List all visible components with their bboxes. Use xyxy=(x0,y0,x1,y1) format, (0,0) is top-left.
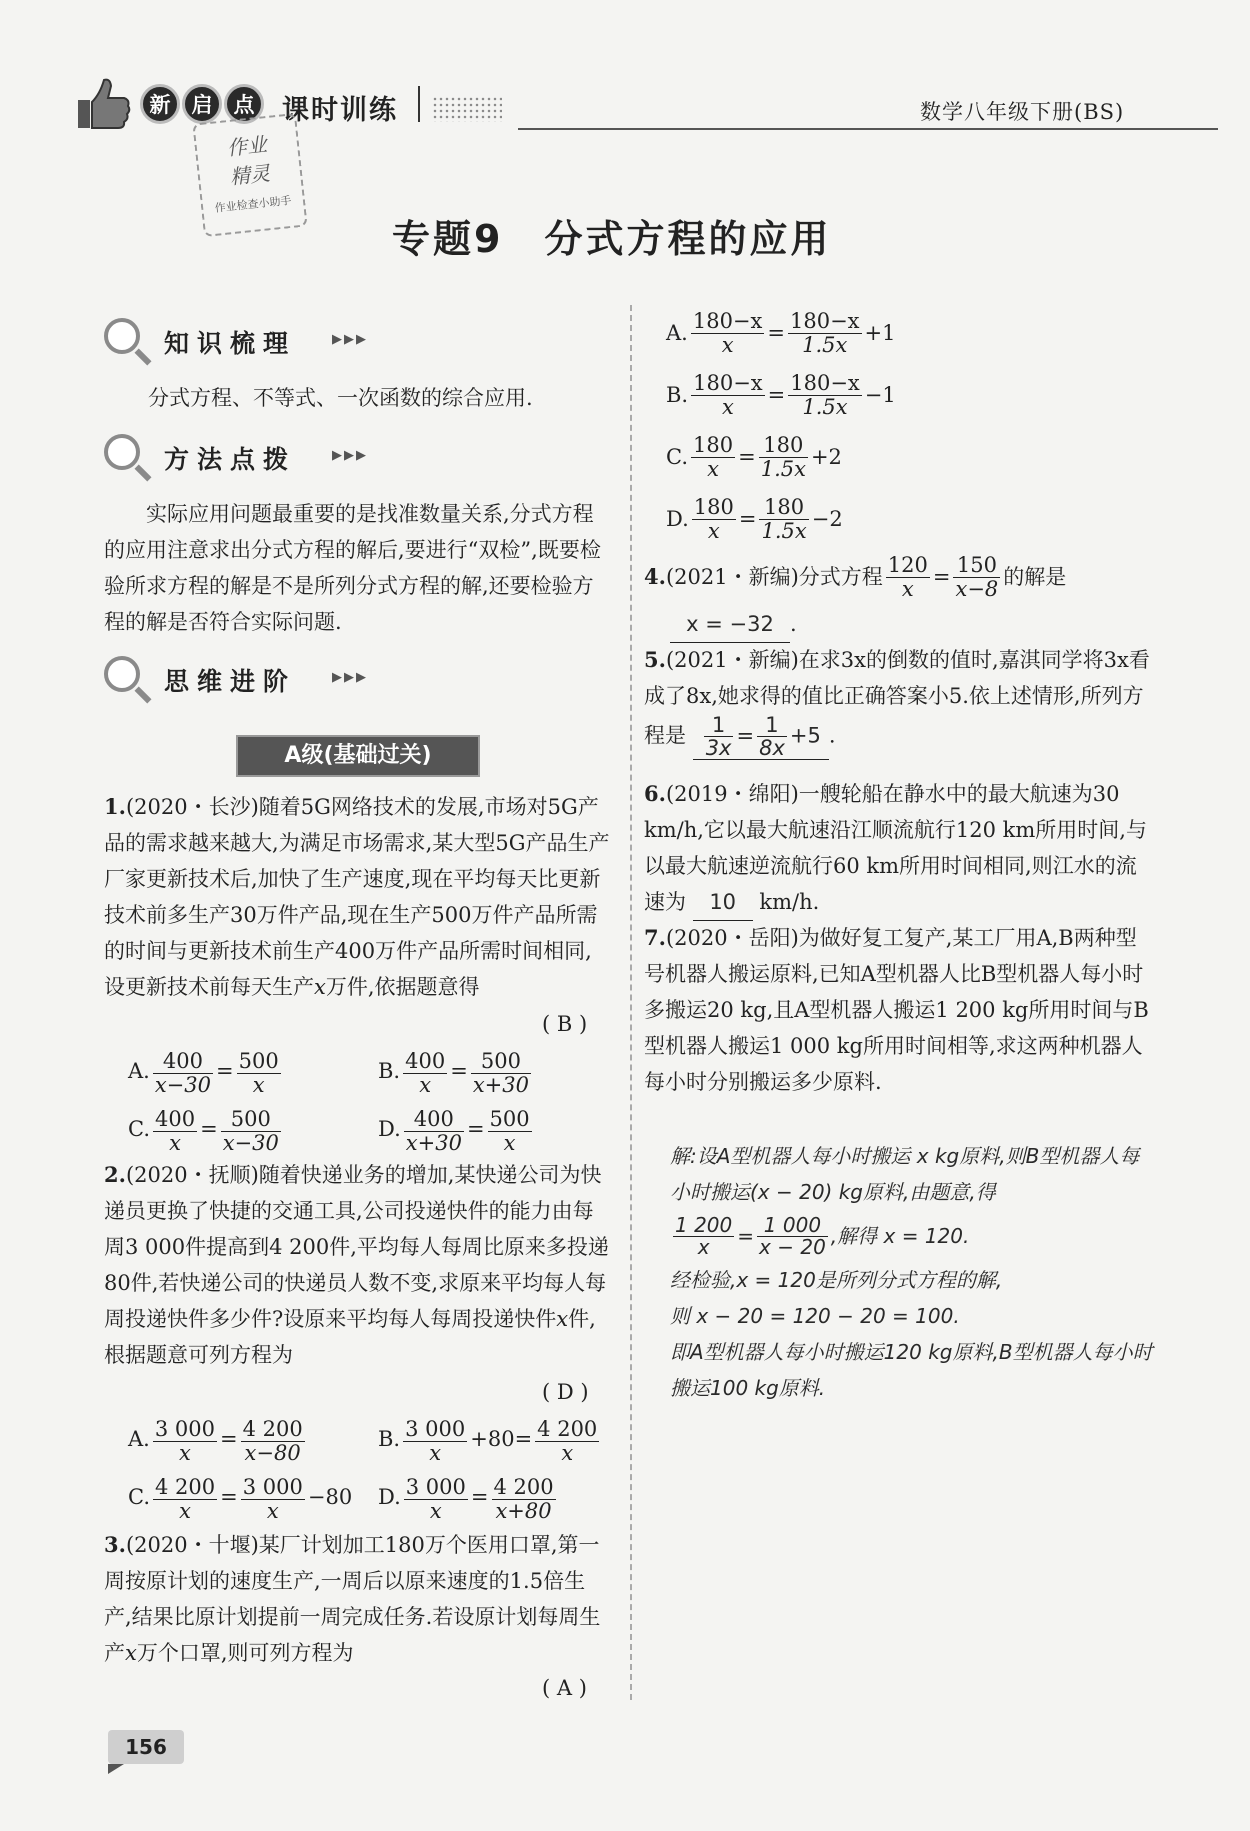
question-text: (2020・抚顺)随着快递业务的增加,某快递公司为快递员更换了快捷的交通工具,公司投递快件的能力由每周3 000件提高到4 200件,平均每人每周比原来多投递80件,若快递公司的快递员人数不变,求原来平均每人每周投递快件多少件?设原来平均每人每周投递快件 xyxy=(104,1163,609,1331)
question-7 xyxy=(644,920,1154,1100)
magnifier-handle xyxy=(135,349,152,366)
question-text: (2019・绵阳)一艘轮船在静水中的最大航速为30 km/h,它以最大航速沿江顺流航行120 km所用时间,与以最大航速逆流航行60 km所用时间相同,则江水的流速为 xyxy=(644,782,1147,914)
book-title: 数学八年级下册(BS) xyxy=(920,100,1125,124)
answer-choice: ( A ) xyxy=(542,1676,587,1700)
method-body: 实际应用问题最重要的是找准数量关系,分式方程的应用注意求出分式方程的解后,要进行“双检”,既要检验所求方程的解是不是所列分式方程的解,还要检验方程的解是否符合实际问题. xyxy=(104,502,601,634)
solution-equation: $\frac{1 200}{x}$ = $\frac{1 000}{x - 20}$ ,解得 x = 120. xyxy=(675,1212,970,1259)
section-knowledge xyxy=(104,318,394,362)
column-divider xyxy=(630,305,632,1700)
solution xyxy=(670,1138,1156,1406)
variable: x xyxy=(556,1307,569,1331)
page-title: 专题9 分式方程的应用 xyxy=(392,217,832,261)
brand-badge: 点 xyxy=(224,84,264,124)
option-d: D. $\frac{3 000}{x}$ = $\frac{4 200}{x+80}$ xyxy=(378,1475,554,1523)
option-c: C. $\frac{400}{x}$ = $\frac{500}{x-30}$ xyxy=(128,1107,279,1155)
option-c: C. $\frac{4 200}{x}$ = $\frac{3 000}{x}$ −80 xyxy=(128,1475,353,1523)
fill-answer: x = −32 xyxy=(670,606,790,643)
page-corner-triangle xyxy=(108,1764,124,1774)
section-method xyxy=(104,434,394,478)
triangle-arrows-icon: ▶▶▶ xyxy=(332,448,368,463)
question-2 xyxy=(104,1157,612,1373)
solution-line: 经检验,x = 120是所列分式方程的解, xyxy=(670,1268,1003,1292)
question-number: 5. xyxy=(644,647,666,672)
brand-text: 课时训练 xyxy=(282,95,398,126)
magnifier-icon xyxy=(104,656,140,692)
stamp-line: 精灵 xyxy=(228,160,272,190)
question-6: 6.(2019・绵阳)一艘轮船在静水中的最大航速为30 km/h,它以最大航速沿江顺流航行120 km所用时间,与以最大航速逆流航行60 km所用时间相同,则江水的流速为 10 km/h. xyxy=(644,776,1154,921)
option-b: B. $\frac{400}{x}$ = $\frac{500}{x+30}$ xyxy=(378,1049,529,1097)
header-rule xyxy=(518,128,1218,130)
section-title: 知识梳理 xyxy=(164,329,297,358)
option-b: B. $\frac{3 000}{x}$ +80= $\frac{4 200}{x}$ xyxy=(378,1417,598,1465)
option-d: D. $\frac{400}{x+30}$ = $\frac{500}{x}$ xyxy=(378,1107,530,1155)
brand-badge: 新 xyxy=(140,84,180,124)
question-text: 件,根据题意可列方程为 xyxy=(104,1307,596,1367)
triangle-arrows-icon: ▶▶▶ xyxy=(332,670,368,685)
page-number: 156 xyxy=(108,1730,184,1764)
question-text: (2020・十堰)某厂计划加工180万个医用口罩,第一周按原计划的速度生产,一周后以原来速度的1.5倍生产,结果比原计划提前一周完成任务.若设原计划每周生产 xyxy=(104,1533,601,1665)
magnifier-handle xyxy=(135,465,152,482)
question-number: 6. xyxy=(644,781,666,806)
question-text: (2021・新编)分式方程 xyxy=(665,565,883,589)
question-number: 3. xyxy=(104,1532,126,1557)
section-title: 方法点拨 xyxy=(164,445,297,474)
solution-line: 即A型机器人每小时搬运120 kg原料,B型机器人每小时搬运100 kg原料. xyxy=(670,1340,1153,1400)
option-a: A. $\frac{400}{x-30}$ = $\frac{500}{x}$ xyxy=(128,1049,279,1097)
variable: x xyxy=(125,1641,137,1665)
fill-answer: $\frac{1}{3x}$ = $\frac{1}{8x}$ +5 xyxy=(693,714,829,760)
dot-pattern xyxy=(432,96,502,122)
option-d: D. $\frac{180}{x}$ = $\frac{180}{1.5x}$ −2 xyxy=(666,495,843,543)
section-title: 思维进阶 xyxy=(164,667,297,696)
q1-options xyxy=(128,1044,608,1160)
section-advance xyxy=(104,656,394,700)
option-b: B. $\frac{180-x}{x}$ = $\frac{180-x}{1.5x}$ −1 xyxy=(666,371,896,419)
stamp-line: 作业检查小助手 xyxy=(214,193,293,215)
question-number: 7. xyxy=(644,925,666,950)
variable: x xyxy=(314,975,326,999)
option-c: C. $\frac{180}{x}$ = $\frac{180}{1.5x}$ +2 xyxy=(666,433,842,481)
stamp xyxy=(192,113,307,237)
magnifier-handle xyxy=(135,687,152,704)
brand-badge: 启 xyxy=(182,84,222,124)
q3-options xyxy=(666,302,1146,550)
question-number: 4. xyxy=(644,564,666,589)
knowledge-body: 分式方程、不等式、一次函数的综合应用. xyxy=(148,386,533,410)
stamp-line: 作业 xyxy=(225,132,269,161)
question-text: 万个口罩,则可列方程为 xyxy=(136,1641,354,1665)
question-text: 万件,依据题意得 xyxy=(325,975,480,999)
level-banner: A级(基础过关) xyxy=(236,735,480,777)
question-text: 的解是 xyxy=(1003,565,1067,589)
question-text: (2021・新编)在求3x的倒数的值时,嘉淇同学将3x看成了8x,她求得的值比正确答案小5.依上述情形,所列方程是 xyxy=(644,648,1150,748)
question-5: 5.(2021・新编)在求3x的倒数的值时,嘉淇同学将3x看成了8x,她求得的值比正确答案小5.依上述情形,所列方程是 $\frac{1}{3x}$ = $\frac{1}{8x}$ +5 . xyxy=(644,647,1150,761)
option-a: A. $\frac{180-x}{x}$ = $\frac{180-x}{1.5x}$ +1 xyxy=(666,309,896,357)
magnifier-icon xyxy=(104,318,140,354)
answer-choice: ( D ) xyxy=(542,1380,589,1404)
thumbs-up-icon xyxy=(70,72,132,132)
question-text: (2020・岳阳)为做好复工复产,某工厂用A,B两种型号机器人搬运原料,已知A型机器人比B型机器人每小时多搬运20 kg,且A型机器人搬运1 200 kg所用时间与B型机器人搬运1 000 kg所用时间相等,求这两种机器人每小时分别搬运多少原料. xyxy=(644,926,1149,1094)
header-divider xyxy=(418,86,420,122)
question-4: 4. (2021・新编)分式方程 $\frac{120}{x}$ = $\frac{150}{x-8}$ 的解是 x = −32 . xyxy=(644,554,1154,643)
q2-options xyxy=(128,1412,608,1528)
question-number: 1. xyxy=(104,794,126,819)
magnifier-icon xyxy=(104,434,140,470)
fill-answer: 10 xyxy=(693,884,753,921)
solution-line: 则 x − 20 = 120 − 20 = 100. xyxy=(670,1304,960,1328)
question-text: (2020・长沙)随着5G网络技术的发展,市场对5G产品的需求越来越大,为满足市场需求,某大型5G产品生产厂家更新技术后,加快了生产速度,现在平均每天比更新技术前多生产30万件产品,现在生产500万件产品所需的时间与更新技术前生产400万件产品所需时间相同,设更新技术前每天生产 xyxy=(104,795,610,999)
triangle-arrows-icon: ▶▶▶ xyxy=(332,332,368,347)
question-3 xyxy=(104,1527,612,1671)
answer-choice: ( B ) xyxy=(542,1012,588,1036)
solution-line: 解:设A型机器人每小时搬运 x kg原料,则B型机器人每小时搬运(x − 20) kg原料,由题意,得 xyxy=(670,1144,1140,1204)
option-a: A. $\frac{3 000}{x}$ = $\frac{4 200}{x-80}$ xyxy=(128,1417,303,1465)
question-number: 2. xyxy=(104,1162,126,1187)
question-1 xyxy=(104,789,612,1005)
